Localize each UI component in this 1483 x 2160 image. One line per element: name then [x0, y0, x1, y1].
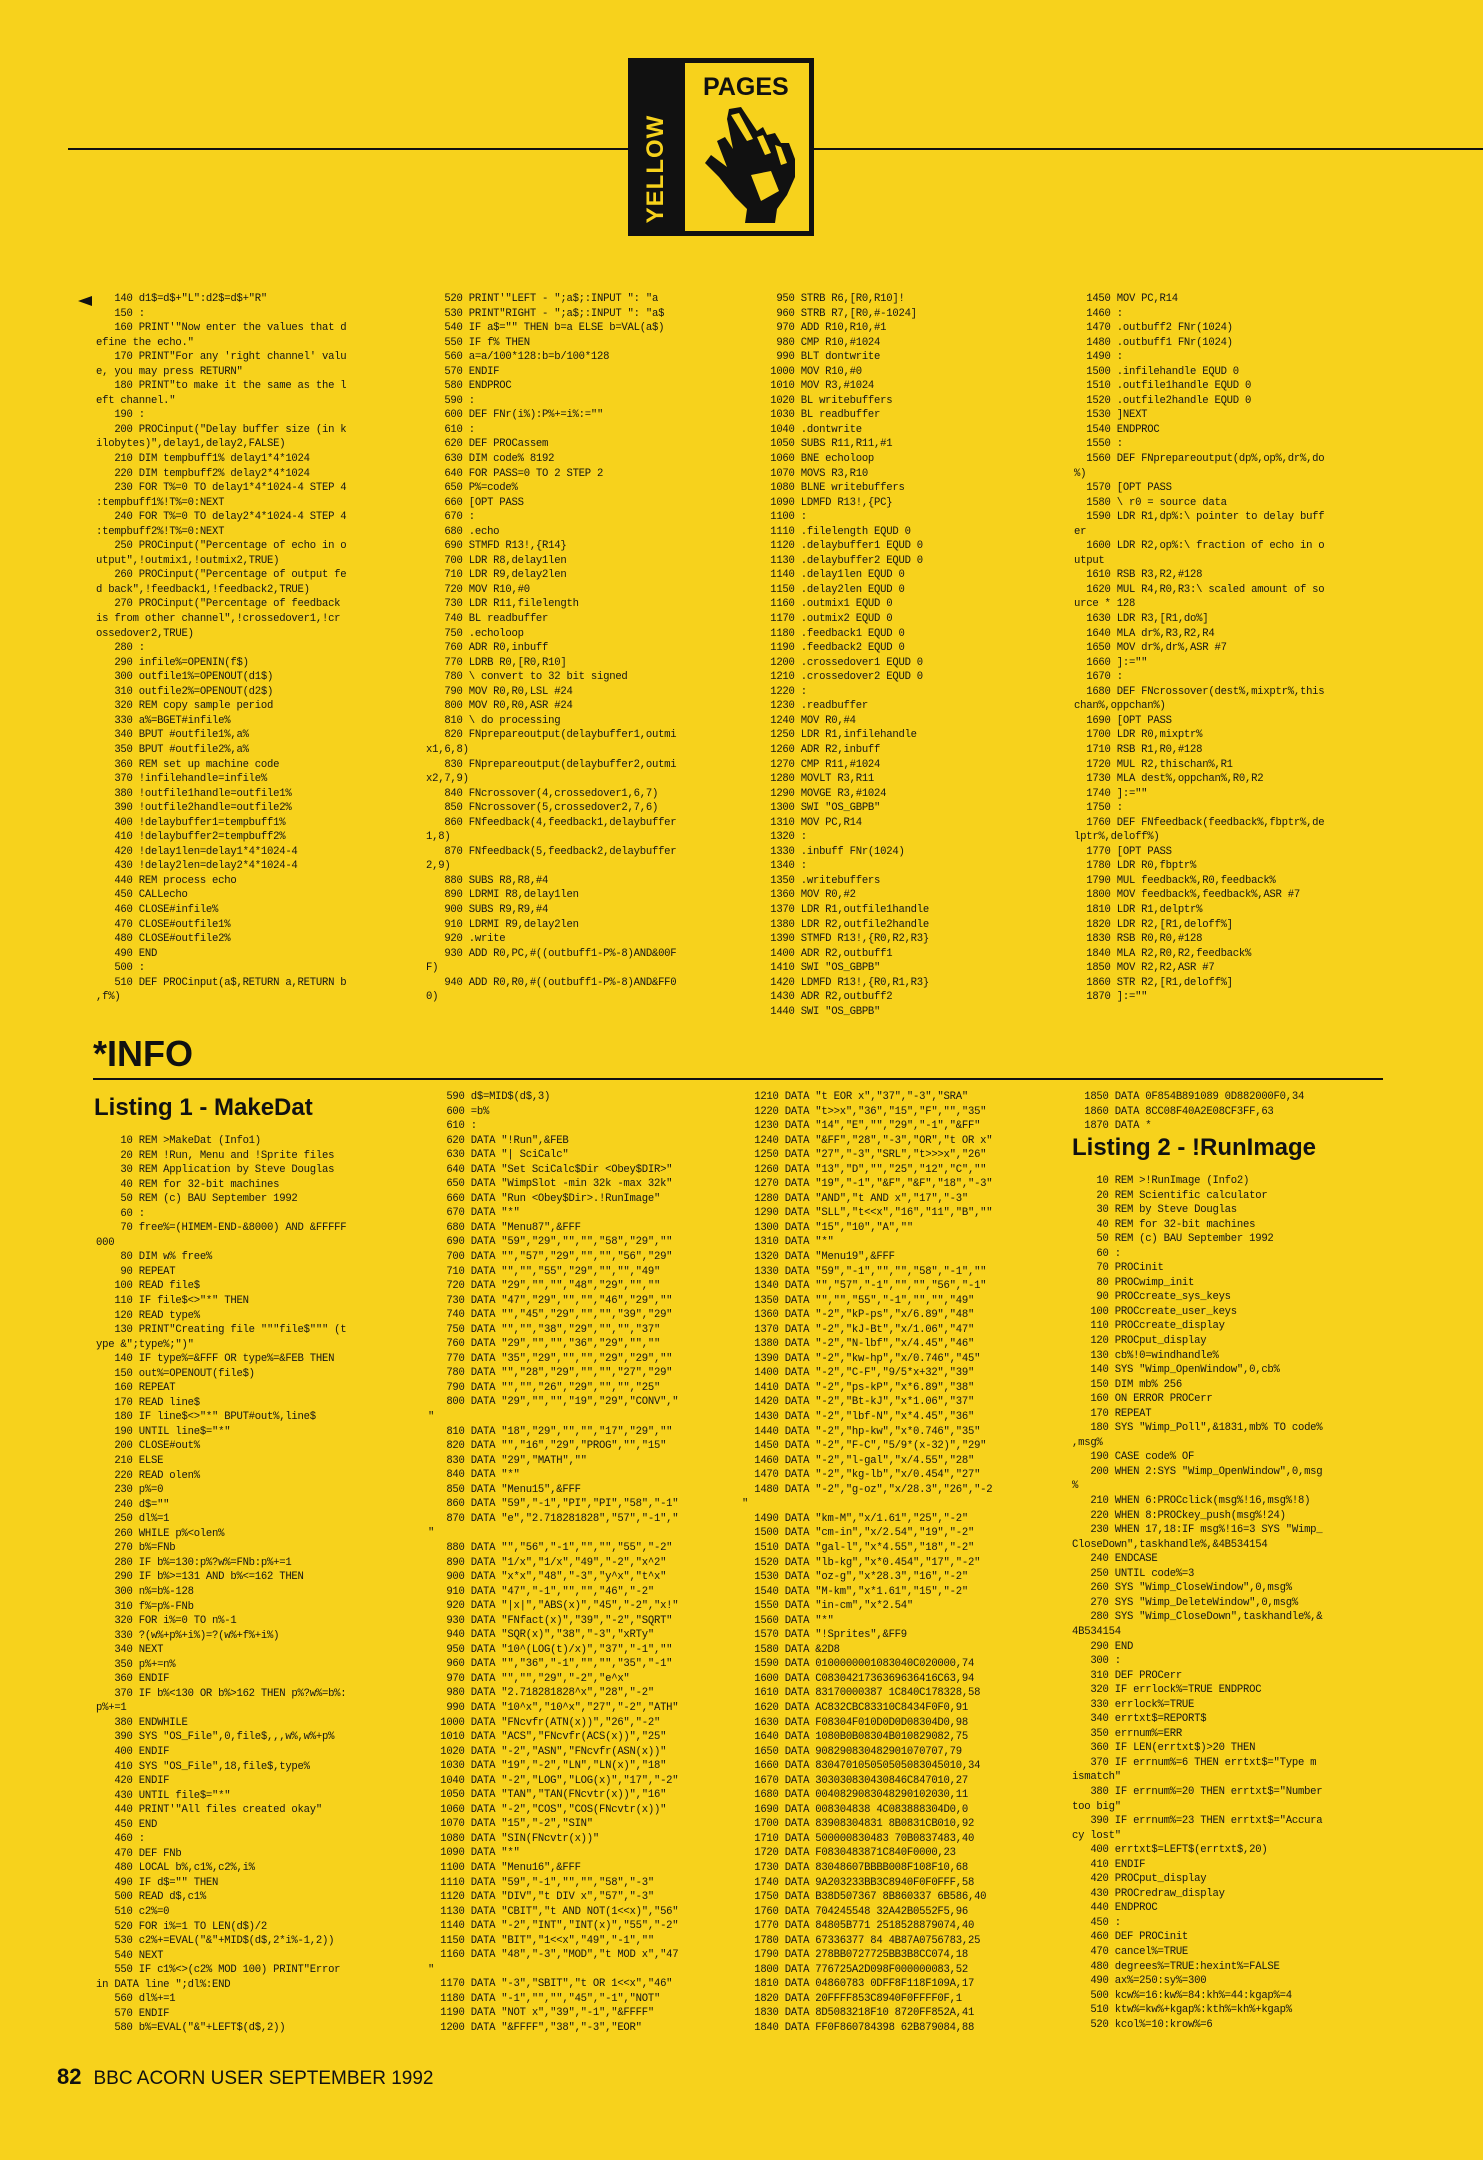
code-column-bottom-2: 590 d$=MID$(d$,3) 600 =b% 610 : 620 DATA "!Run",&FEB 630 DATA "| SciCalc" 640 DATA "Set SciCalc$Dir <Obey$DIR>" 650 DATA "WimpSlot -min 32k -max 32k" 660 DATA "Run <Obey$Dir>.!RunImage" 670 DATA "*" 680 DATA "Menu87",&FFF 690 DATA "59","29","","","58","29","" 700 DATA "","57","29","","","56","29" 710 DATA "","","55","29","","","49" 720 DATA "29","","","48","29","","" 730 DATA "47","29","","","46","29","" 740 DATA "","45","29","","","39","29" 750 DATA "","","38","29","","","37" 760 DATA "29","","","36","29","","" 770 DATA "35","29","","","29","29","" 780 DATA "","28","29","","","27","29" 790 DATA "","","26","29","","","25" 800 DATA "29","","","19","29","CONV"," " 810 DATA "18","29","","","17","29","" 820 DATA "","16","29","PROG","","15" 830 DATA "29","MATH","" 840 DATA "*" 850 DATA "Menu15",&FFF 860 DATA "59","-1","PI","PI","58","-1" 870 DATA "e","2.718281828","57","-1"," " 880 DATA "","56","-1","","","55","-2" 890 DATA "1/x","1/x","49","-2","x^2" 900 DATA "x*x","48","-3","y^x","t^x" 910 DATA "47","-1","","","46","-2" 920 DATA "|x|","ABS(x)","45","-2","x!" 930 DATA "FNfact(x)","39","-2","SQRT" 940 DATA "SQR(x)","38","-3","xRTy" 950 DATA "10^(LOG(t)/x)","37","-1","" 960 DATA "","36","-1","","","35","-1" 970 DATA "","","29","-2","e^x" 980 DATA "2.718281828^x","28","-2" 990 DATA "10^x","10^x","27","-2","ATH" 1000 DATA "FNcvfr(ATN(x))","26","-2" 1010 DATA "ACS","FNcvfr(ACS(x))","25" 1020 DATA "-2","ASN","FNcvfr(ASN(x))" 1030 DATA "19","-2","LN","LN(x)","18" 1040 DATA "-2","LOG","LOG(x)","17","-2" 1050 DATA "TAN","TAN(FNcvtr(x))","16" 1060 DATA "-2","COS","COS(FNcvtr(x))" 1070 DATA "15","-2","SIN" 1080 DATA "SIN(FNcvtr(x))" 1090 DATA "*" 1100 DATA "Menu16",&FFF 1110 DATA "59","-1","","","58","-3" 1120 DATA "DIV","t DIV x","57","-3" 1130 DATA "CBIT","t AND NOT(1<<x)","56" 1140 DATA "-2","INT","INT(x)","55","-2" 1150 DATA "BIT","1<<x","49","-1","" 1160 DATA "48","-3","MOD","t MOD x","47 " 1170 DATA "-3","SBIT","t OR 1<<x","46" 1180 DATA "-1","","","45","-1","NOT" 1190 DATA "NOT x","39","-1","&FFFF" 1200 DATA "&FFFF","38","-3","EOR"	[428, 1091, 679, 2034]
continuation-arrow-icon	[78, 296, 92, 306]
code-column-bottom-1: 10 REM >MakeDat (Info1) 20 REM !Run, Menu and !Sprite files 30 REM Application by Steve Douglas 40 REM for 32-bit machines 50 REM (c) BAU September 1992 60 : 70 free%=(HIMEM-END-&8000) AND &FFFFF 000 80 DIM w% free% 90 REPEAT 100 READ file$ 110 IF file$<>"*" THEN 120 READ type% 130 PRINT"Creating file """file$""" (t ype &";type%;")" 140 IF type%=&FFF OR type%=&FEB THEN 150 out%=OPENOUT(file$) 160 REPEAT 170 READ line$ 180 IF line$<>"*" BPUT#out%,line$ 190 UNTIL line$="*" 200 CLOSE#out% 210 ELSE 220 READ olen% 230 p%=0 240 d$="" 250 dl%=1 260 WHILE p%<olen% 270 b%=FNb 280 IF b%=130:p%?w%=FNb:p%+=1 290 IF b%>=131 AND b%<=162 THEN 300 n%=b%-128 310 f%=p%-FNb 320 FOR i%=0 TO n%-1 330 ?(w%+p%+i%)=?(w%+f%+i%) 340 NEXT 350 p%+=n% 360 ENDIF 370 IF b%<130 OR b%>162 THEN p%?w%=b%: p%+=1 380 ENDWHILE 390 SYS "OS_File",0,file$,,,w%,w%+p% 400 ENDIF 410 SYS "OS_File",18,file$,type% 420 ENDIF 430 UNTIL file$="*" 440 PRINT'"All files created okay" 450 END 460 : 470 DEF FNb 480 LOCAL b%,c1%,c2%,i% 490 IF d$="" THEN 500 READ d$,c1% 510 c2%=0 520 FOR i%=1 TO LEN(d$)/2 530 c2%+=EVAL("&"+MID$(d$,2*i%-1,2)) 540 NEXT 550 IF c1%<>(c2% MOD 100) PRINT"Error in DATA line ";dl%:END 560 dl%+=1 570 ENDIF 580 b%=EVAL("&"+LEFT$(d$,2))	[96, 1135, 347, 2035]
code-column-top-4: 1450 MOV PC,R14 1460 : 1470 .outbuff2 FNr(1024) 1480 .outbuff1 FNr(1024) 1490 : 1500 .infilehandle EQUD 0 1510 .outfile1handle EQUD 0 1520 .outfile2handle EQUD 0 1530 ]NEXT 1540 ENDPROC 1550 : 1560 DEF FNprepareoutput(dp%,op%,dr%,do %) 1570 [OPT PASS 1580 \ r0 = source data 1590 LDR R1,dp%:\ pointer to delay buff er 1600 LDR R2,op%:\ fraction of echo in o utput 1610 RSB R3,R2,#128 1620 MUL R4,R0,R3:\ scaled amount of so urce * 128 1630 LDR R3,[R1,do%] 1640 MLA dr%,R3,R2,R4 1650 MOV dr%,dr%,ASR #7 1660 ]:="" 1670 : 1680 DEF FNcrossover(dest%,mixptr%,this chan%,oppchan%) 1690 [OPT PASS 1700 LDR R0,mixptr% 1710 RSB R1,R0,#128 1720 MUL R2,thischan%,R1 1730 MLA dest%,oppchan%,R0,R2 1740 ]:="" 1750 : 1760 DEF FNfeedback(feedback%,fbptr%,de lptr%,deloff%) 1770 [OPT PASS 1780 LDR R0,fbptr% 1790 MUL feedback%,R0,feedback% 1800 MOV feedback%,feedback%,ASR #7 1810 LDR R1,delptr% 1820 LDR R2,[R1,deloff%] 1830 RSB R0,R0,#128 1840 MLA R2,R0,R2,feedback% 1850 MOV R2,R2,ASR #7 1860 STR R2,[R1,deloff%] 1870 ]:=""	[1074, 293, 1325, 1004]
code-column-bottom-4b: 10 REM >!RunImage (Info2) 20 REM Scientific calculator 30 REM by Steve Douglas 40 REM for 32-bit machines 50 REM (c) BAU September 1992 60 : 70 PROCinit 80 PROCwimp_init 90 PROCcreate_sys_keys 100 PROCcreate_user_keys 110 PROCcreate_display 120 PROCput_display 130 cb%!0=windhandle% 140 SYS "Wimp_OpenWindow",0,cb% 150 DIM mb% 256 160 ON ERROR PROCerr 170 REPEAT 180 SYS "Wimp_Poll",&1831,mb% TO code% ,msg% 190 CASE code% OF 200 WHEN 2:SYS "Wimp_OpenWindow",0,msg % 210 WHEN 6:PROCclick(msg%!16,msg%!8) 220 WHEN 8:PROCkey_push(msg%!24) 230 WHEN 17,18:IF msg%!16=3 SYS "Wimp_ CloseDown",taskhandle%,&4B534154 240 ENDCASE 250 UNTIL code%=3 260 SYS "Wimp_CloseWindow",0,msg% 270 SYS "Wimp_DeleteWindow",0,msg% 280 SYS "Wimp_CloseDown",taskhandle%,& 4B534154 290 END 300 : 310 DEF PROCerr 320 IF errlock%=TRUE ENDPROC 330 errlock%=TRUE 340 errtxt$=REPORT$ 350 errnum%=ERR 360 IF LEN(errtxt$)>20 THEN 370 IF errnum%=6 THEN errtxt$="Type m ismatch" 380 IF errnum%=20 THEN errtxt$="Number too big" 390 IF errnum%=23 THEN errtxt$="Accura cy lost" 400 errtxt$=LEFT$(errtxt$,20) 410 ENDIF 420 PROCput_display 430 PROCredraw_display 440 ENDPROC 450 : 460 DEF PROCinit 470 cancel%=TRUE 480 degrees%=TRUE:hexint%=FALSE 490 ax%=250:sy%=300 500 kcw%=16:kw%=84:kh%=44:kgap%=4 510 ktw%=kw%+kgap%:kth%=kh%+kgap% 520 kcol%=10:krow%=6	[1072, 1175, 1323, 2031]
logo-pages-text: PAGES	[703, 73, 789, 101]
code-column-top-3: 950 STRB R6,[R0,R10]! 960 STRB R7,[R0,#-1024] 970 ADD R10,R10,#1 980 CMP R10,#1024 990 BLT dontwrite 1000 MOV R10,#0 1010 MOV R3,#1024 1020 BL writebuffers 1030 BL readbuffer 1040 .dontwrite 1050 SUBS R11,R11,#1 1060 BNE echoloop 1070 MOVS R3,R10 1080 BLNE writebuffers 1090 LDMFD R13!,{PC} 1100 : 1110 .filelength EQUD 0 1120 .delaybuffer1 EQUD 0 1130 .delaybuffer2 EQUD 0 1140 .delay1len EQUD 0 1150 .delay2len EQUD 0 1160 .outmix1 EQUD 0 1170 .outmix2 EQUD 0 1180 .feedback1 EQUD 0 1190 .feedback2 EQUD 0 1200 .crossedover1 EQUD 0 1210 .crossedover2 EQUD 0 1220 : 1230 .readbuffer 1240 MOV R0,#4 1250 LDR R1,infilehandle 1260 ADR R2,inbuff 1270 CMP R11,#1024 1280 MOVLT R3,R11 1290 MOVGE R3,#1024 1300 SWI "OS_GBPB" 1310 MOV PC,R14 1320 : 1330 .inbuff FNr(1024) 1340 : 1350 .writebuffers 1360 MOV R0,#2 1370 LDR R1,outfile1handle 1380 LDR R2,outfile2handle 1390 STMFD R13!,{R0,R2,R3} 1400 ADR R2,outbuff1 1410 SWI "OS_GBPB" 1420 LDMFD R13!,{R0,R1,R3} 1430 ADR R2,outbuff2 1440 SWI "OS_GBPB"	[770, 293, 930, 1018]
header-rule-left	[68, 148, 630, 150]
logo-yellow-text: YELLOW	[642, 114, 669, 224]
code-column-top-2: 520 PRINT'"LEFT - ";a$;:INPUT ": "a 530 PRINT"RIGHT - ";a$;:INPUT ": "a$ 540 IF a$="" THEN b=a ELSE b=VAL(a$) 550 IF f% THEN 560 a=a/100*128:b=b/100*128 570 ENDIF 580 ENDPROC 590 : 600 DEF FNr(i%):P%+=i%:="" 610 : 620 DEF PROCassem 630 DIM code% 8192 640 FOR PASS=0 TO 2 STEP 2 650 P%=code% 660 [OPT PASS 670 : 680 .echo 690 STMFD R13!,{R14} 700 LDR R8,delay1len 710 LDR R9,delay2len 720 MOV R10,#0 730 LDR R11,filelength 740 BL readbuffer 750 .echoloop 760 ADR R0,inbuff 770 LDRB R0,[R0,R10] 780 \ convert to 32 bit signed 790 MOV R0,R0,LSL #24 800 MOV R0,R0,ASR #24 810 \ do processing 820 FNprepareoutput(delaybuffer1,outmi x1,6,8) 830 FNprepareoutput(delaybuffer2,outmi x2,7,9) 840 FNcrossover(4,crossedover1,6,7) 850 FNcrossover(5,crossedover2,7,6) 860 FNfeedback(4,feedback1,delaybuffer 1,8) 870 FNfeedback(5,feedback2,delaybuffer 2,9) 880 SUBS R8,R8,#4 890 LDRMI R8,delay1len 900 SUBS R9,R9,#4 910 LDRMI R9,delay2len 920 .write 930 ADD R0,PC,#((outbuff1-P%-8)AND&00F F) 940 ADD R0,R0,#((outbuff1-P%-8)AND&FF0 0)	[426, 293, 677, 1004]
page-number: 82	[57, 2064, 82, 2089]
header-rule-right	[812, 148, 1483, 150]
listing2-heading: Listing 2 - !RunImage	[1072, 1134, 1317, 1161]
yellow-pages-logo	[628, 58, 814, 236]
code-column-bottom-4a: 1850 DATA 0F854B891089 0D882000F0,34 1860 DATA 8CC08F40A2E08CF3FF,63 1870 DATA *	[1084, 1091, 1305, 1133]
code-column-bottom-3: 1210 DATA "t EOR x","37","-3","SRA" 1220 DATA "t>>x","36","15","F","","35" 1230 DATA "14","E","","29","-1","&FF" 1240 DATA "&FF","28","-3","OR","t OR x" 1250 DATA "27","-3","SRL","t>>>x","26" 1260 DATA "13","D","","25","12","C","" 1270 DATA "19","-1","&F","&F","18","-3" 1280 DATA "AND","t AND x","17","-3" 1290 DATA "SLL","t<<x","16","11","B","" 1300 DATA "15","10","A","" 1310 DATA "*" 1320 DATA "Menu19",&FFF 1330 DATA "59","-1","","","58","-1","" 1340 DATA "","57","-1","","","56","-1" 1350 DATA "","","55","-1","","","49" 1360 DATA "-2","kP-ps","x/6.89","48" 1370 DATA "-2","kJ-Bt","x/1.06","47" 1380 DATA "-2","N-lbf","x/4.45","46" 1390 DATA "-2","kw-hp","x/0.746","45" 1400 DATA "-2","C-F","9/5*x+32","39" 1410 DATA "-2","ps-kP","x*6.89","38" 1420 DATA "-2","Bt-kJ","x*1.06","37" 1430 DATA "-2","lbf-N","x*4.45","36" 1440 DATA "-2","hp-kw","x*0.746","35" 1450 DATA "-2","F-C","5/9*(x-32)","29" 1460 DATA "-2","l-gal","x/4.55","28" 1470 DATA "-2","kg-lb","x/0.454","27" 1480 DATA "-2","g-oz","x/28.3","26","-2 " 1490 DATA "km-M","x/1.61","25","-2" 1500 DATA "cm-in","x/2.54","19","-2" 1510 DATA "gal-l","x*4.55","18","-2" 1520 DATA "lb-kg","x*0.454","17","-2" 1530 DATA "oz-g","x*28.3","16","-2" 1540 DATA "M-km","x*1.61","15","-2" 1550 DATA "in-cm","x*2.54" 1560 DATA "*" 1570 DATA "!Sprites",&FF9 1580 DATA &2D8 1590 DATA 0100000001083040C020000,74 1600 DATA C0830421736369636416C63,94 1610 DATA 83170000387 1C840C178328,58 1620 DATA AC832CBC83310C8434F0F0,91 1630 DATA F08304F010D0D0D08304D0,98 1640 DATA 1080B0B08304B010829082,75 1650 DATA 908290830482901070707,79 1660 DATA 830470105050505083045010,34 1670 DATA 303030830430846C847010,27 1680 DATA 0040829083048290102030,11 1690 DATA 008304838 4C083888304D0,0 1700 DATA 83908304831 8B0831CB010,92 1710 DATA 500000830483 70B0837483,40 1720 DATA F0830483871C840F0000,23 1730 DATA 83048607BBBB008F108F10,68 1740 DATA 9A203233BB3C8940F0F0FFF,58 1750 DATA B38D507367 8B860337 6B586,40 1760 DATA 704245548 32A42B0552F5,96 1770 DATA 84805B771 2518528879074,40 1780 DATA 67336377 84 4B87A0756783,25 1790 DATA 278BB0727725BB3B8CC074,18 1800 DATA 776725A2D098F000000083,52 1810 DATA 04860783 0DFF8F118F109A,17 1820 DATA 20FFFF853C8940F0FFFF0F,1 1830 DATA 8D5083218F10 8720FF852A,41 1840 DATA FF0F860784398 62B879084,88	[742, 1091, 993, 2034]
code-column-top-1: 140 d1$=d$+"L":d2$=d$+"R" 150 : 160 PRINT'"Now enter the values that d efine the echo." 170 PRINT"For any 'right channel' valu e, you may press RETURN" 180 PRINT"to make it the same as the l eft channel." 190 : 200 PROCinput("Delay buffer size (in k ilobytes)",delay1,delay2,FALSE) 210 DIM tempbuff1% delay1*4*1024 220 DIM tempbuff2% delay2*4*1024 230 FOR T%=0 TO delay1*4*1024-4 STEP 4 :tempbuff1%!T%=0:NEXT 240 FOR T%=0 TO delay2*4*1024-4 STEP 4 :tempbuff2%!T%=0:NEXT 250 PROCinput("Percentage of echo in o utput",!outmix1,!outmix2,TRUE) 260 PROCinput("Percentage of output fe d back",!feedback1,!feedback2,TRUE) 270 PROCinput("Percentage of feedback is from other channel",!crossedover1,!cr ossedover2,TRUE) 280 : 290 infile%=OPENIN(f$) 300 outfile1%=OPENOUT(d1$) 310 outfile2%=OPENOUT(d2$) 320 REM copy sample period 330 a%=BGET#infile% 340 BPUT #outfile1%,a% 350 BPUT #outfile2%,a% 360 REM set up machine code 370 !infilehandle=infile% 380 !outfile1handle=outfile1% 390 !outfile2handle=outfile2% 400 !delaybuffer1=tempbuff1% 410 !delaybuffer2=tempbuff2% 420 !delay1len=delay1*4*1024-4 430 !delay2len=delay2*4*1024-4 440 REM process echo 450 CALLecho 460 CLOSE#infile% 470 CLOSE#outfile1% 480 CLOSE#outfile2% 490 END 500 : 510 DEF PROCinput(a$,RETURN a,RETURN b ,f%)	[96, 293, 347, 1004]
info-rule	[93, 1078, 1383, 1080]
page-footer	[57, 2064, 433, 2090]
hand-icon	[691, 105, 809, 225]
listing1-heading: Listing 1 - MakeDat	[94, 1094, 313, 1121]
info-heading: *INFO	[93, 1033, 194, 1074]
publication-name: BBC ACORN USER SEPTEMBER 1992	[93, 2068, 434, 2089]
